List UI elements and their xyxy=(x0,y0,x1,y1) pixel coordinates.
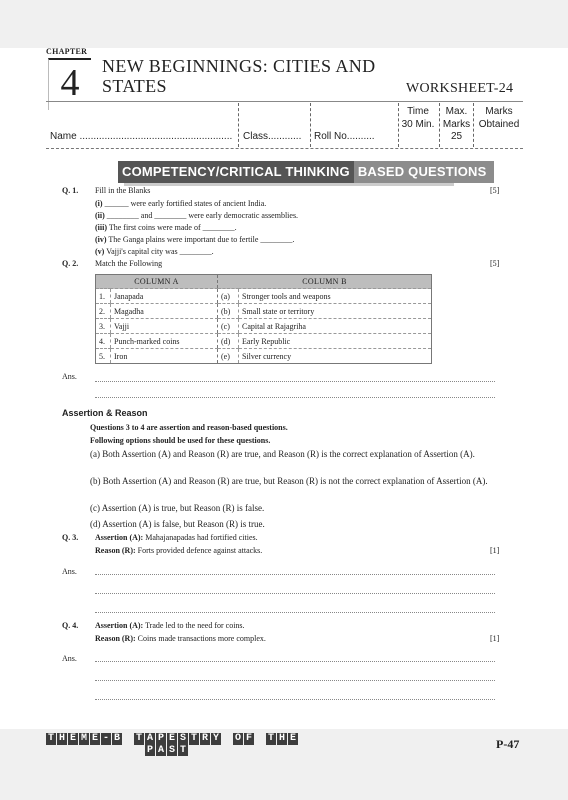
blank-item xyxy=(95,210,298,222)
max-marks-label: Max. xyxy=(445,106,468,117)
question-marks: [5] xyxy=(490,186,500,195)
option-a: (a) Both Assertion (A) and Reason (R) are true, and Reason (R) is the correct explanation of Assertion (A). xyxy=(90,449,475,459)
chapter-title xyxy=(102,56,376,96)
column-a-cell: Iron xyxy=(111,349,218,364)
row-letter: (e) xyxy=(218,349,239,364)
column-b-cell: Capital at Rajagriha xyxy=(239,319,432,334)
theme-label xyxy=(46,733,299,756)
assertion-text: Trade led to the need for coins. xyxy=(145,621,245,630)
table-row xyxy=(96,349,432,364)
assertion-label: Assertion (A): xyxy=(95,621,144,630)
answer-line[interactable] xyxy=(95,396,495,398)
item-text: The Ganga plains were important due to fertile ________. xyxy=(108,235,295,244)
question-number: Q. 1. xyxy=(62,186,79,195)
row-letter: (b) xyxy=(218,304,239,319)
row-number: 4. xyxy=(96,334,111,349)
answer-label: Ans. xyxy=(62,567,77,576)
column-b-cell: Early Republic xyxy=(239,334,432,349)
divider xyxy=(310,103,311,147)
item-text: Vajji's capital city was ________. xyxy=(106,247,214,256)
table-row xyxy=(96,304,432,319)
answer-label: Ans. xyxy=(62,372,77,381)
option-d: (d) Assertion (A) is false, but Reason (R) is true. xyxy=(90,519,265,529)
option-b: (b) Both Assertion (A) and Reason (R) are true, but Reason (R) is not the correct explanation of Assertion (A). xyxy=(90,476,488,486)
question-text: Match the Following xyxy=(95,259,163,268)
column-b-cell: Small state or territory xyxy=(239,304,432,319)
page-number: P-47 xyxy=(496,737,520,751)
time-cell xyxy=(398,106,438,131)
reason-label: Reason (R): xyxy=(95,634,136,643)
table-row xyxy=(96,319,432,334)
banner-part1: COMPETENCY/CRITICAL THINKING xyxy=(122,164,350,179)
column-a-header: COLUMN A xyxy=(96,275,218,289)
answer-line[interactable] xyxy=(95,573,495,575)
item-number: (ii) xyxy=(95,211,105,220)
question-marks: [1] xyxy=(490,546,500,555)
reason-label: Reason (R): xyxy=(95,546,136,555)
reason-line xyxy=(95,634,266,643)
theme-line2: P A S T xyxy=(146,744,186,756)
theme-line1: T H E M E - B T A P E S T R Y O F T H E xyxy=(47,733,296,744)
row-number: 1. xyxy=(96,289,111,304)
column-a-cell: Punch-marked coins xyxy=(111,334,218,349)
section-banner xyxy=(118,161,494,183)
marks-obtained-cell xyxy=(474,106,524,131)
blank-item xyxy=(95,234,294,246)
item-text: ________ and ________ were early democratic assemblies. xyxy=(106,211,299,220)
item-number: (iv) xyxy=(95,235,107,244)
question-marks: [1] xyxy=(490,634,500,643)
max-marks-cell xyxy=(440,106,473,144)
section-title: Assertion & Reason xyxy=(62,408,148,418)
instruction-text: Questions 3 to 4 are assertion and reason-based questions. xyxy=(90,423,288,432)
answer-line[interactable] xyxy=(95,660,495,662)
table-header-row xyxy=(96,275,432,289)
banner-part2: BASED QUESTIONS xyxy=(354,161,494,183)
item-text: The first coins were made of ________. xyxy=(108,223,237,232)
answer-line[interactable] xyxy=(95,592,495,594)
header-band xyxy=(0,0,568,48)
item-number: (iii) xyxy=(95,223,107,232)
answer-line[interactable] xyxy=(95,698,495,700)
table-row xyxy=(96,334,432,349)
column-a-cell: Magadha xyxy=(111,304,218,319)
obtained-label: Obtained xyxy=(478,118,520,130)
header-rule xyxy=(46,101,523,102)
chapter-number: 4 xyxy=(48,58,91,110)
column-b-cell: Silver currency xyxy=(239,349,432,364)
roll-no-field[interactable]: Roll No.......... xyxy=(314,131,375,142)
divider xyxy=(238,103,239,147)
item-number: (v) xyxy=(95,247,105,256)
question-marks: [5] xyxy=(490,259,500,268)
assertion-text: Mahajanapadas had fortified cities. xyxy=(145,533,258,542)
column-a-cell: Vajji xyxy=(111,319,218,334)
row-letter: (d) xyxy=(218,334,239,349)
row-letter: (a) xyxy=(218,289,239,304)
blank-item xyxy=(95,246,214,258)
question-text: Fill in the Blanks xyxy=(95,186,151,195)
row-letter: (c) xyxy=(218,319,239,334)
chapter-title-line1: NEW BEGINNINGS: CITIES AND xyxy=(102,56,376,76)
question-number: Q. 4. xyxy=(62,621,79,630)
assertion-label: Assertion (A): xyxy=(95,533,144,542)
max-marks-label: Marks xyxy=(442,118,471,130)
class-field[interactable]: Class............ xyxy=(243,131,302,142)
obtained-label: Marks xyxy=(485,106,513,117)
chapter-title-line2: STATES xyxy=(102,76,167,96)
row-number: 5. xyxy=(96,349,111,364)
item-number: (i) xyxy=(95,199,103,208)
reason-text: Forts provided defence against attacks. xyxy=(137,546,263,555)
match-table xyxy=(95,274,432,364)
time-label: Time xyxy=(407,106,429,117)
option-c: (c) Assertion (A) is true, but Reason (R) is false. xyxy=(90,503,265,513)
assertion-line xyxy=(95,621,245,630)
reason-text: Coins made transactions more complex. xyxy=(137,634,266,643)
answer-line[interactable] xyxy=(95,380,495,382)
column-a-cell: Janapada xyxy=(111,289,218,304)
chapter-label: CHAPTER xyxy=(46,47,88,56)
time-value: 30 Min. xyxy=(401,118,435,130)
question-number: Q. 2. xyxy=(62,259,79,268)
answer-line[interactable] xyxy=(95,679,495,681)
row-number: 2. xyxy=(96,304,111,319)
instruction-text: Following options should be used for these questions. xyxy=(90,436,271,445)
answer-line[interactable] xyxy=(95,611,495,613)
answer-label: Ans. xyxy=(62,654,77,663)
blank-item xyxy=(95,222,237,234)
name-field[interactable]: Name ....................................................... xyxy=(50,131,233,142)
header-dashed-rule xyxy=(46,148,523,149)
assertion-line xyxy=(95,533,258,542)
max-marks-value: 25 xyxy=(450,131,463,142)
item-text: ______ were early fortified states of ancient India. xyxy=(104,199,267,208)
reason-line xyxy=(95,546,262,555)
column-b-header: COLUMN B xyxy=(218,275,432,289)
worksheet-label: WORKSHEET-24 xyxy=(406,81,514,96)
question-number: Q. 3. xyxy=(62,533,79,542)
row-number: 3. xyxy=(96,319,111,334)
table-row xyxy=(96,289,432,304)
blank-item xyxy=(95,198,266,210)
column-b-cell: Stronger tools and weapons xyxy=(239,289,432,304)
